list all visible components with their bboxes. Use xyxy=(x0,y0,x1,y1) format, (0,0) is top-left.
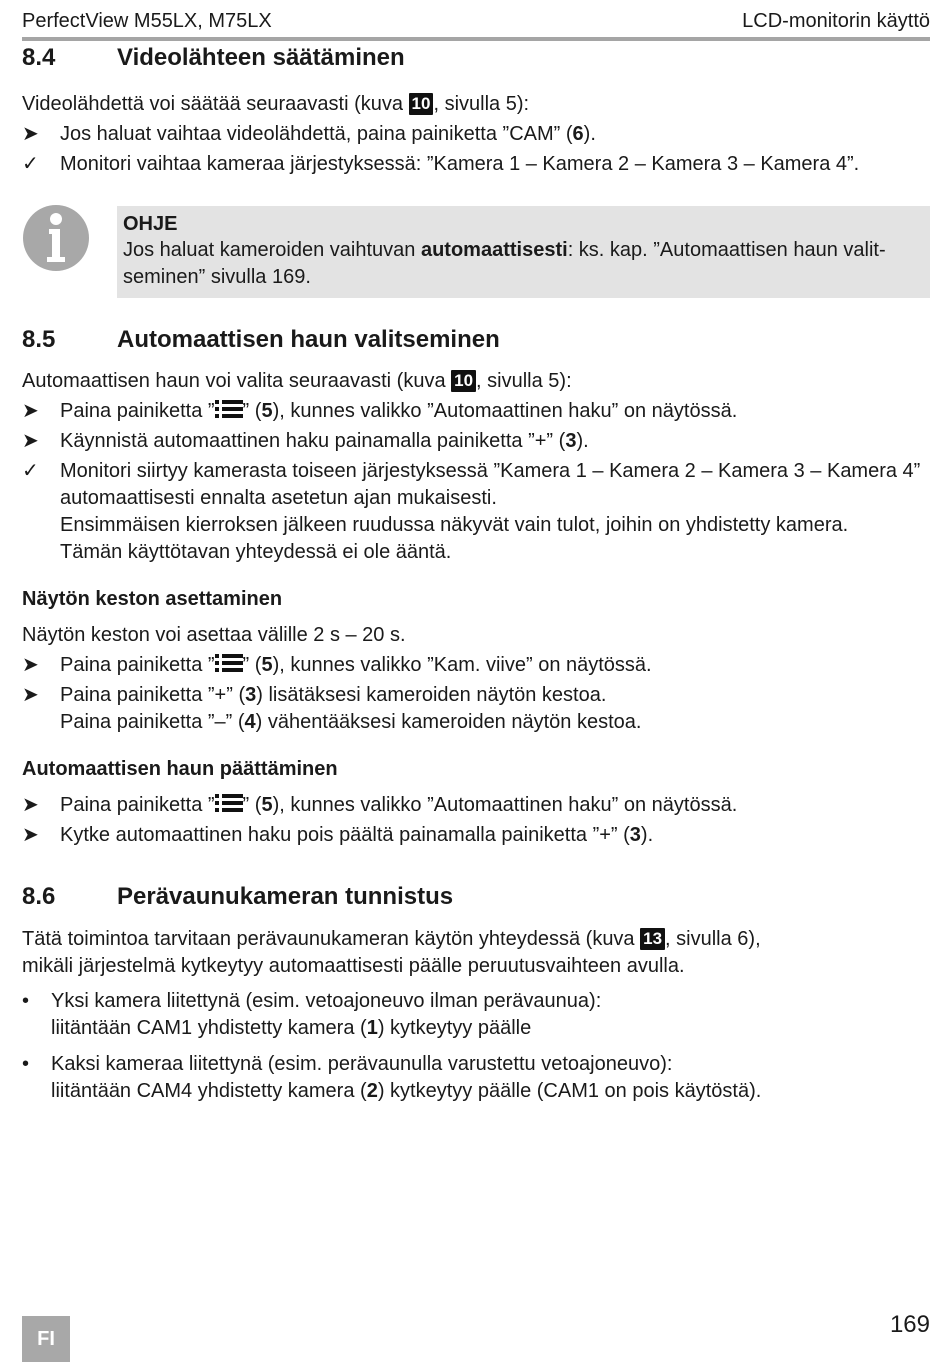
section-heading-8-4 xyxy=(22,43,405,73)
intro-paragraph: Tätä toimintoa tarvitaan perävaunukameran käytön yhteydessä (kuva 13 , sivulla 6), mikäli järjestelmä kytkeytyy automaattisesti päälle peruutusvaihteen avulla. xyxy=(22,928,761,977)
arrow-icon: ➤ xyxy=(22,684,39,706)
bullet-icon: • xyxy=(22,990,30,1012)
figure-reference: 10 xyxy=(409,93,434,115)
bullet-icon: • xyxy=(22,1053,30,1075)
arrow-icon: ➤ xyxy=(22,123,39,145)
section-title: Automaattisen haun valitseminen xyxy=(117,326,500,353)
arrow-icon: ➤ xyxy=(22,824,39,846)
step-text: Jos haluat vaihtaa videolähdettä, paina painiketta ”CAM” (6). xyxy=(60,123,596,145)
section-title: Videolähteen säätäminen xyxy=(117,44,405,71)
step-text: Paina painiketta ” ” (5), kunnes valikko ”Kam. viive” on näytössä. xyxy=(60,654,652,676)
language-badge: FI xyxy=(22,1316,70,1362)
step-text: Paina painiketta ”+” (3) lisätäksesi kameroiden näytön kestoa. Paina painiketta ”–” (4) vähentääksesi kameroiden näytön kestoa. xyxy=(60,684,642,733)
result-text: Monitori vaihtaa kameraa järjestyksessä: ”Kamera 1 – Kamera 2 – Kamera 3 – Kamera 4”. xyxy=(60,153,860,175)
step-text: Paina painiketta ” ” (5), kunnes valikko ”Automaattinen haku” on näytössä. xyxy=(60,794,738,816)
section-number: 8.6 xyxy=(22,883,56,910)
intro-text-end: , sivulla 5): xyxy=(433,93,530,115)
subheading: Näytön keston asettaminen xyxy=(22,588,283,610)
check-icon: ✓ xyxy=(22,460,39,482)
arrow-icon: ➤ xyxy=(22,794,39,816)
section-title: Perävaunukameran tunnistus xyxy=(117,883,454,910)
intro-text: Videolähdettä voi säätää seuraavasti (kuva xyxy=(22,93,409,115)
arrow-icon: ➤ xyxy=(22,400,39,422)
note-title: OHJE xyxy=(123,213,178,235)
step-text: Paina painiketta ” ” (5), kunnes valikko ”Automaattinen haku” on näytössä. xyxy=(60,400,738,422)
list-item-text: Yksi kamera liitettynä (esim. vetoajoneuvo ilman perävaunua): liitäntään CAM1 yhdistetty kamera (1) kytkeytyy päälle xyxy=(51,990,602,1039)
result-text: Monitori siirtyy kamerasta toiseen järjestyksessä ”Kamera 1 – Kamera 2 – Kamera 3 – Kamera 4” automaattisesti ennalta asetetun ajan mukaisesti. Ensimmäisen kierroksen jälkeen ruudussa näkyvät vain tulot, joihin on yhdistetty kamera. Tämän käyttötavan yhteydessä ei ole ääntä. xyxy=(60,460,921,563)
header-chapter: LCD-monitorin käyttö xyxy=(742,10,930,32)
section-heading-8-5 xyxy=(22,325,500,355)
check-icon: ✓ xyxy=(22,153,39,175)
section-number: 8.4 xyxy=(22,44,56,71)
arrow-icon: ➤ xyxy=(22,654,39,676)
page-number: 169 xyxy=(889,1311,930,1338)
menu-icon xyxy=(215,652,243,674)
list-item-text: Kaksi kameraa liitettynä (esim. perävaunulla varustettu vetoajoneuvo): liitäntään CAM4 yhdistetty kamera (2) kytkeytyy päälle (CAM1 on pois käytöstä). xyxy=(51,1053,762,1102)
arrow-icon: ➤ xyxy=(22,430,39,452)
menu-icon xyxy=(215,792,243,814)
intro-paragraph: Näytön keston voi asettaa välille 2 s – 20 s. xyxy=(22,624,406,646)
section-heading-8-6 xyxy=(22,882,453,912)
menu-icon xyxy=(215,398,243,420)
subheading: Automaattisen haun päättäminen xyxy=(22,758,338,780)
intro-paragraph: Automaattisen haun voi valita seuraavasti (kuva 10 , sivulla 5): xyxy=(22,370,572,392)
note-text: Jos haluat kameroiden vaihtuvan automaattisesti: ks. kap. ”Automaattisen haun valit- seminen” sivulla 169. xyxy=(123,239,886,288)
step-text: Käynnistä automaattinen haku painamalla painiketta ”+” (3). xyxy=(60,430,589,452)
page-header xyxy=(22,8,930,36)
header-rule xyxy=(22,37,930,41)
step-text: Kytke automaattinen haku pois päältä painamalla painiketta ”+” (3). xyxy=(60,824,654,846)
note-box xyxy=(117,206,930,298)
figure-reference: 10 xyxy=(451,370,476,392)
intro-paragraph xyxy=(22,91,529,118)
info-icon xyxy=(22,204,90,272)
header-product: PerfectView M55LX, M75LX xyxy=(22,10,272,32)
section-number: 8.5 xyxy=(22,326,56,353)
figure-reference: 13 xyxy=(640,928,665,950)
